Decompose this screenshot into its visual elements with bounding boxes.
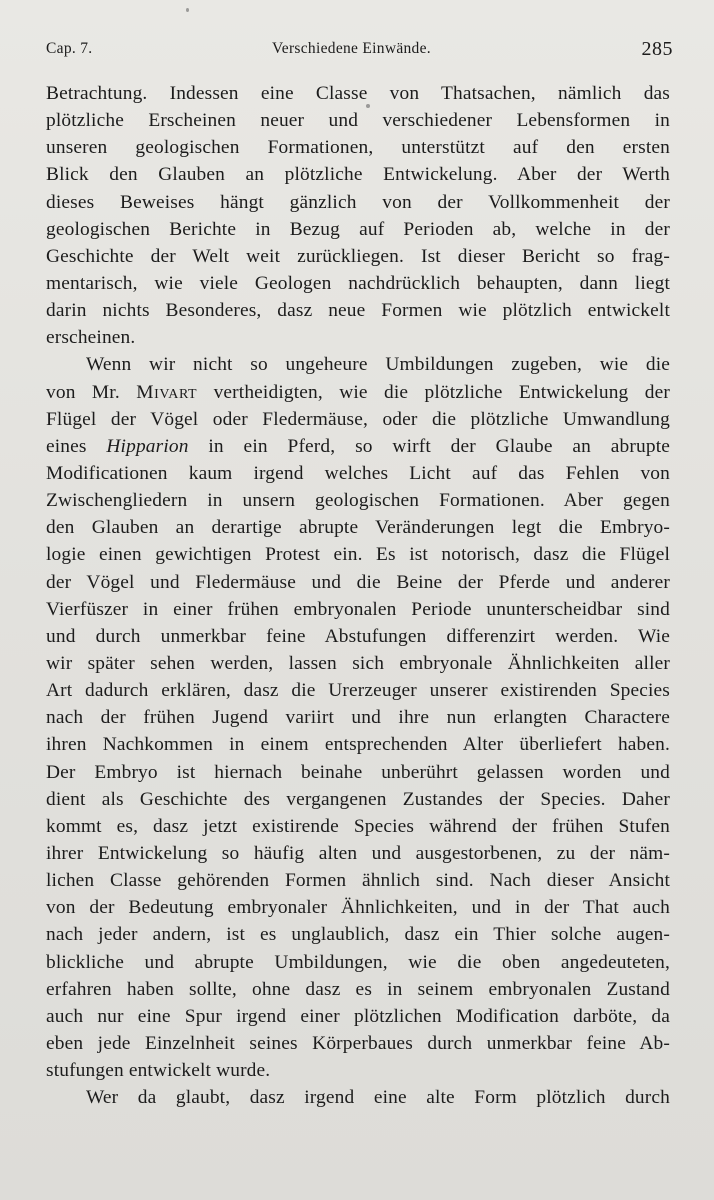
body-text — [46, 80, 670, 1111]
text-line: dieses Beweises hängt gänzlich von der Vollkommenheit der — [46, 191, 670, 213]
text-line: Vierfüszer in einer frühen embryonalen Periode ununterscheidbar sind — [46, 598, 670, 620]
text-line: plötzliche Erscheinen neuer und verschiedener Lebensformen in — [46, 110, 670, 132]
text-line: nach der frühen Jugend variirt und ihre nun erlangten Charactere — [46, 707, 670, 729]
text-line: logie einen gewichtigen Protest ein. Es ist notorisch, dasz die Flügel — [46, 544, 670, 566]
text-line: Art dadurch erklären, dasz die Urerzeuger unserer existirenden Species — [46, 680, 670, 702]
text-line: lichen Classe gehörenden Formen ähnlich sind. Nach dieser Ansicht — [46, 870, 670, 892]
text-line: mentarisch, wie viele Geologen nachdrücklich behaupten, dann liegt — [46, 272, 670, 294]
paragraph-end-line: stufungen entwickelt wurde. — [46, 1060, 271, 1082]
text-line: Modificationen kaum irgend welches Licht auf das Fehlen von — [46, 462, 670, 484]
text-span: von Mr. — [46, 381, 137, 403]
ink-speck — [186, 8, 189, 12]
paragraph-start-line: Wer da glaubt, dasz irgend eine alte Form plötzlich durch — [86, 1087, 670, 1109]
text-line: eben jede Einzelnheit seines Körperbaues durch unmerkbar feine Ab- — [46, 1032, 670, 1054]
page-number: 285 — [641, 38, 673, 60]
text-line: kommt es, dasz jetzt existirende Species während der frühen Stufen — [46, 815, 670, 837]
author-name-smallcaps: Mivart — [136, 381, 198, 403]
text-line: Blick den Glauben an plötzliche Entwickelung. Aber der Werth — [46, 164, 670, 186]
text-span: eines — [46, 435, 107, 457]
text-line: Geschichte der Welt weit zurückliegen. Ist dieser Bericht so frag- — [46, 245, 670, 267]
text-span: vertheidigten, wie die plötzliche Entwickelung der — [197, 381, 670, 403]
text-line: erfahren haben sollte, ohne dasz es in seinem embryonalen Zustand — [46, 978, 670, 1000]
text-line: darin nichts Besonderes, dasz neue Formen wie plötzlich entwickelt — [46, 300, 670, 322]
text-line: der Vögel und Fledermäuse und die Beine der Pferde und anderer — [46, 571, 670, 593]
text-line: und durch unmerkbar feine Abstufungen differenzirt werden. Wie — [46, 625, 670, 647]
text-line: Betrachtung. Indessen eine Classe von Thatsachen, nämlich das — [46, 83, 670, 104]
text-line: blickliche und abrupte Umbildungen, wie die oben angedeuteten, — [46, 951, 670, 973]
text-line: ihrer Entwickelung so häufig alten und ausgestorbenen, zu der näm- — [46, 842, 670, 864]
text-line: ihren Nachkommen in einem entsprechenden Alter überliefert haben. — [46, 734, 670, 756]
paragraph-end-line: erscheinen. — [46, 327, 136, 349]
running-title: Verschiedene Einwände. — [272, 40, 431, 57]
text-line: nach jeder andern, ist es unglaublich, dasz ein Thier solche augen- — [46, 924, 670, 946]
text-span: in ein Pferd, so wirft der Glaube an abrupte — [188, 435, 670, 457]
text-line — [46, 433, 670, 460]
text-line: geologischen Berichte in Bezug auf Perioden ab, welche in der — [46, 218, 670, 240]
text-line — [46, 379, 670, 406]
text-line: dient als Geschichte des vergangenen Zustandes der Species. Daher — [46, 788, 670, 810]
running-head — [46, 38, 676, 68]
genus-name-italic: Hipparion — [106, 435, 189, 457]
text-line: den Glauben an derartige abrupte Veränderungen legt die Embryo- — [46, 517, 670, 539]
text-line: von der Bedeutung embryonaler Ähnlichkeiten, und in der That auch — [46, 897, 670, 919]
text-line: wir später sehen werden, lassen sich embryonale Ähnlichkeiten aller — [46, 652, 670, 674]
paragraph-start-line: Wenn wir nicht so ungeheure Umbildungen zugeben, wie die — [86, 354, 670, 376]
text-line: Zwischengliedern in unsern geologischen Formationen. Aber gegen — [46, 490, 670, 512]
text-line: auch nur eine Spur irgend einer plötzlichen Modification darböte, da — [46, 1005, 670, 1027]
text-line: Flügel der Vögel oder Fledermäuse, oder die plötzliche Umwandlung — [46, 408, 670, 430]
chapter-label: Cap. 7. — [46, 40, 93, 57]
text-line: Der Embryo ist hiernach beinahe unberührt gelassen worden und — [46, 761, 670, 783]
text-line: unseren geologischen Formationen, unterstützt auf den ersten — [46, 137, 670, 159]
